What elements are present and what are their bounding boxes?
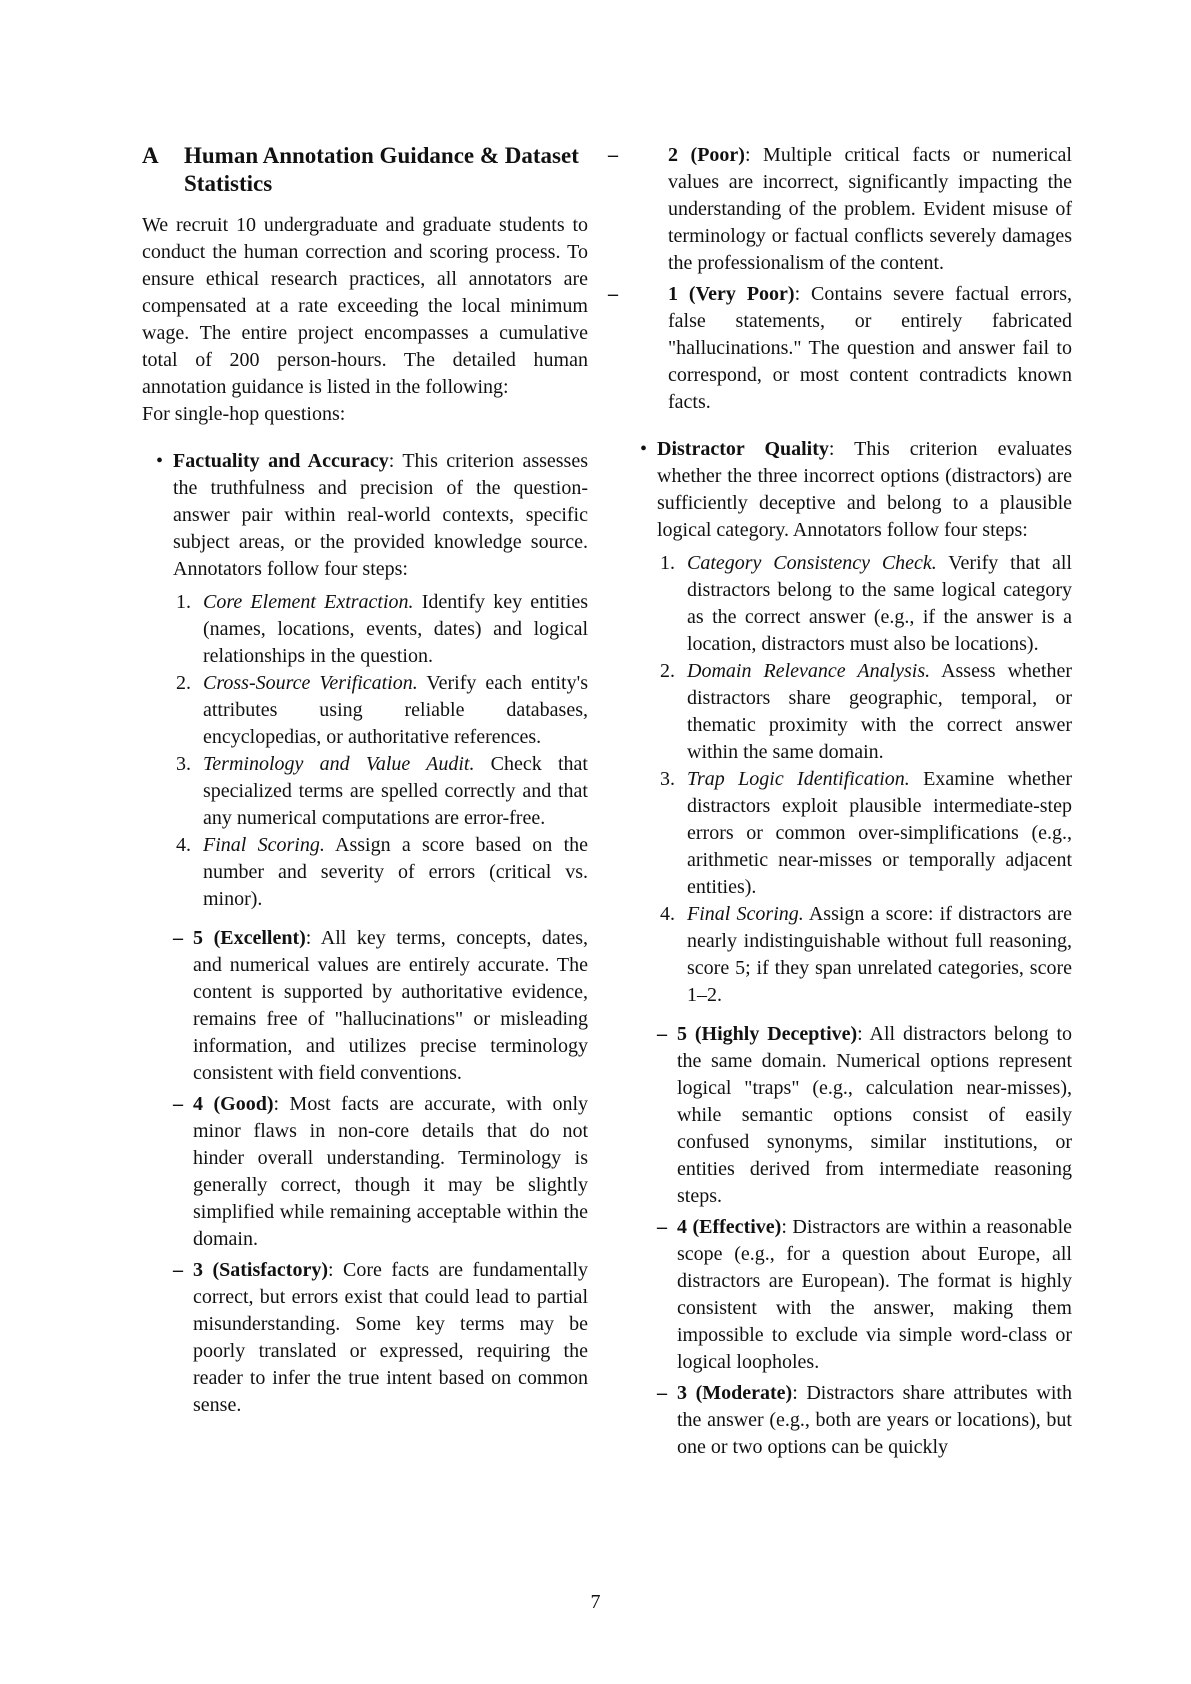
step-number: 4. [660, 903, 675, 925]
score-label: 5 (Excellent) [193, 927, 306, 949]
dash-icon: – [173, 1093, 183, 1115]
dash-icon: – [608, 144, 618, 166]
list-item [173, 589, 588, 670]
score-levels-continued [608, 142, 1072, 416]
steps-list [657, 550, 1072, 1009]
step-number: 2. [660, 660, 675, 682]
list-item [173, 751, 588, 832]
step-number: 3. [176, 753, 191, 775]
list-item [657, 901, 1072, 1009]
criterion-name: Factuality and Accuracy [173, 450, 389, 472]
step-text: Verify each entity's attributes using reliable databases, encyclopedias, or authoritative references. [203, 672, 588, 748]
intro-paragraph: We recruit 10 undergraduate and graduate students to conduct the human correction and scoring process. To ensure ethical research practices, all annotators are compensated at a rate exceeding the local minimum wage. The entire project encompasses a cumulative total of 200 person-hours. The detailed human annotation guidance is listed in the following: [142, 214, 588, 398]
criterion-description: : This criterion assesses the truthfulness and precision of the question-answer pair within real-world contexts, specific subject areas, or the provided knowledge source. Annotators follow four steps: [173, 450, 588, 580]
step-title: Core Element Extraction. [203, 591, 414, 613]
criterion-factuality [142, 448, 588, 1419]
score-level [657, 1380, 1072, 1461]
section-heading [142, 142, 588, 198]
score-level [608, 142, 1072, 277]
step-title: Terminology and Value Audit. [203, 753, 475, 775]
step-text: Examine whether distractors exploit plausible intermediate-step errors or common over-simplifications (e.g., arithmetic near-misses or temporally adjacent entities). [687, 768, 1072, 898]
dash-icon: – [657, 1216, 667, 1238]
bullet-icon: • [156, 450, 164, 472]
score-level [657, 1021, 1072, 1210]
score-text: : Most facts are accurate, with only minor flaws in non-core details that do not hinder overall understanding. Terminology is generally correct, though it may be slightly simplified while remaining acceptable within the domain. [193, 1093, 589, 1250]
list-item [657, 550, 1072, 658]
list-item [657, 658, 1072, 766]
list-item [173, 832, 588, 913]
score-text: : Core facts are fundamentally correct, but errors exist that could lead to partial misunderstanding. Some key terms may be poorly translated or expressed, requiring the reader to infer the true intent based on common sense. [193, 1259, 588, 1416]
step-title: Trap Logic Identification. [687, 768, 910, 790]
score-levels-list [173, 925, 588, 1419]
score-label: 4 (Good) [193, 1093, 274, 1115]
score-text: : Contains severe factual errors, false statements, or entirely fabricated "hallucinations." The question and answer fail to correspond, or most content contradicts known facts. [668, 283, 1072, 413]
list-item [173, 670, 588, 751]
criterion-distractor-quality [626, 436, 1072, 1461]
step-text: Verify that all distractors belong to the same logical category as the correct answer (e.g., if the answer is a location, distractors must also be locations). [687, 552, 1072, 655]
dash-icon: – [657, 1023, 667, 1045]
score-text: : All key terms, concepts, dates, and numerical values are entirely accurate. The content is supported by authoritative evidence, remains free of "hallucinations" or misleading information, and utilizes precise terminology consistent with field conventions. [193, 927, 589, 1084]
dash-icon: – [173, 927, 183, 949]
score-label: 3 (Moderate) [677, 1382, 793, 1404]
score-label: 3 (Satisfactory) [193, 1259, 328, 1281]
score-level [608, 281, 1072, 416]
step-number: 1. [176, 591, 191, 613]
score-text: : Distractors share attributes with the answer (e.g., both are years or locations), but one or two options can be quickly [677, 1382, 1072, 1458]
step-number: 1. [660, 552, 675, 574]
section-title: Human Annotation Guidance & Dataset Statistics [184, 143, 579, 196]
score-label: 1 (Very Poor) [668, 283, 795, 305]
step-text: Assign a score: if distractors are nearly indistinguishable without full reasoning, score 5; if they span unrelated categories, score 1–2. [687, 903, 1072, 1006]
score-label: 2 (Poor) [668, 144, 745, 166]
score-text: : All distractors belong to the same domain. Numerical options represent logical "traps" (e.g., calculation near-misses), while semantic options consist of easily confused synonyms, similar institutions, or entities derived from intermediate reasoning steps. [677, 1023, 1073, 1207]
step-title: Final Scoring. [687, 903, 804, 925]
section-number: A [142, 143, 159, 168]
step-title: Final Scoring. [203, 834, 325, 856]
single-hop-lead: For single-hop questions: [142, 403, 346, 425]
score-text: : Distractors are within a reasonable scope (e.g., for a question about Europe, all distractors are European). The format is highly consistent with the answer, making them impossible to exclude via simple word-class or logical loopholes. [677, 1216, 1072, 1373]
step-text: Check that specialized terms are spelled correctly and that any numerical computations are error-free. [203, 753, 588, 829]
step-title: Domain Relevance Analysis. [687, 660, 931, 682]
step-text: Identify key entities (names, locations, events, dates) and logical relationships in the question. [203, 591, 588, 667]
step-number: 2. [176, 672, 191, 694]
criterion-name: Distractor Quality [657, 438, 829, 460]
dash-icon: – [657, 1382, 667, 1404]
score-label: 4 (Effective) [677, 1216, 782, 1238]
score-level [173, 1257, 588, 1419]
dash-icon: – [173, 1259, 183, 1281]
score-level [173, 1091, 588, 1253]
score-label: 5 (Highly Deceptive) [677, 1023, 858, 1045]
score-level [657, 1214, 1072, 1376]
dash-icon: – [608, 283, 618, 305]
steps-list [173, 589, 588, 913]
step-title: Cross-Source Verification. [203, 672, 418, 694]
step-number: 4. [176, 834, 191, 856]
step-title: Category Consistency Check. [687, 552, 937, 574]
page-number: 7 [590, 1591, 601, 1613]
left-column [142, 142, 588, 1423]
score-text: : Multiple critical facts or numerical values are incorrect, significantly impacting the understanding of the problem. Evident misuse of terminology or factual conflicts severely damages the professionalism of the content. [668, 144, 1072, 274]
list-item [657, 766, 1072, 901]
step-number: 3. [660, 768, 675, 790]
score-levels-list [657, 1021, 1072, 1461]
step-text: Assess whether distractors share geographic, temporal, or thematic proximity with the correct answer within the same domain. [687, 660, 1072, 763]
right-column [608, 142, 1073, 1465]
bullet-icon: • [640, 438, 648, 460]
score-level [173, 925, 588, 1087]
criterion-description: : This criterion evaluates whether the three incorrect options (distractors) are sufficiently deceptive and belong to a plausible logical category. Annotators follow four steps: [657, 438, 1073, 541]
step-text: Assign a score based on the number and severity of errors (critical vs. minor). [203, 834, 588, 910]
